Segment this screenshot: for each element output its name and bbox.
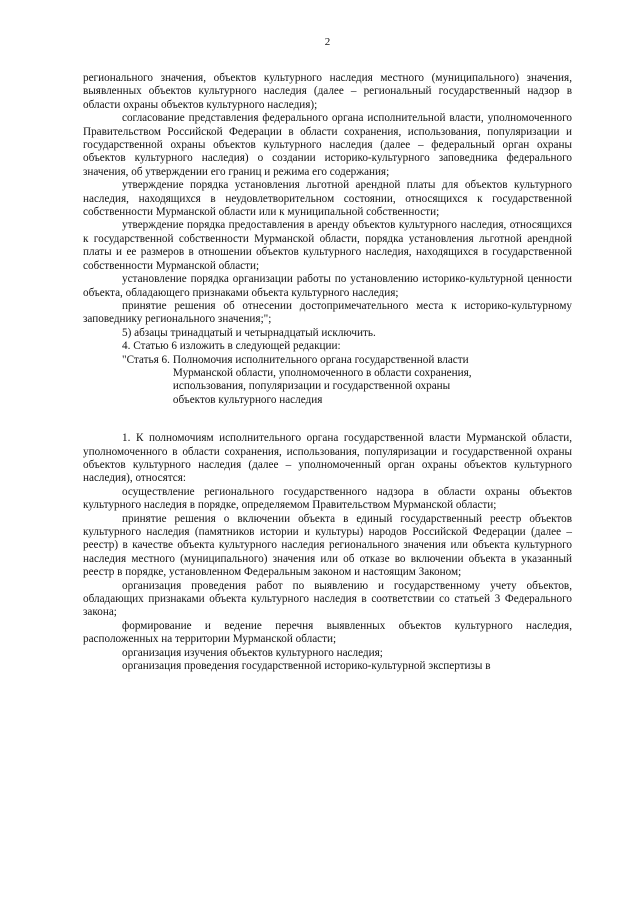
paragraph: установление порядка организации работы по установлению историко-культурной ценности объекта, обладающего признаками объекта культурного наследия; [83,273,572,299]
article-title [173,354,473,408]
paragraph: 4. Статью 6 изложить в следующей редакции: [122,340,341,353]
paragraph: утверждение порядка установления льготной арендной платы для объектов культурного наследия, находящихся в неудовлетворительном состоянии, относящихся к государственной собственности Мурманской области или к муниципальной собственности; [83,179,572,219]
paragraph: организация проведения государственной историко-культурной экспертизы в [122,660,491,673]
article-heading [83,354,572,408]
article-title-line: Полномочия исполнительного органа государственной власти [172,353,469,366]
page-number: 2 [324,36,331,48]
paragraph: организация изучения объектов культурного наследия; [122,646,383,659]
article-label: "Статья 6. [122,353,170,366]
paragraph: принятие решения об отнесении достопримечательного места к историко-культурному заповеднику регионального значения;"; [83,299,572,326]
paragraph: организация проведения работ по выявлению и государственному учету объектов, обладающих признаками объекта культурного наследия в соответствии со статьей 3 Федерального закона; [83,579,572,619]
paragraph: 1. К полномочиям исполнительного органа государственной власти Мурманской области, уполномоченного в области сохранения, использования, популяризации и государственной охраны объектов культурного наследия (далее – уполномоченный орган охраны объектов культурного наследия), относятся: [83,432,572,485]
paragraph: принятие решения о включении объекта в единый государственный реестр объектов культурного наследия (памятников истории и культуры) народов Российской Федерации (далее – реестр) в качестве объекта культурного наследия регионального значения или объекта культурного наследия местного (муниципального) значения или об отказе во включении объекта в указанный реестр в порядке, установленном Федеральным законом и настоящим Законом; [83,512,572,579]
paragraph: утверждение порядка предоставления в аренду объектов культурного наследия, относящихся к государственной собственности Мурманской области, порядка установления льготной арендной платы и ее размеров в отношении объектов культурного наследия, находящихся в государственной собственности Мурманской области; [83,219,572,272]
article-title-line: объектов культурного наследия [172,393,323,406]
article-title-line: Мурманской области, уполномоченного в области сохранения, [172,366,472,379]
paragraph: формирование и ведение перечня выявленных объектов культурного наследия, расположенных на территории Мурманской области; [83,619,572,646]
paragraph: 5) абзацы тринадцатый и четырнадцатый исключить. [122,326,376,339]
article-title-line: использования, популяризации и государственной охраны [172,380,451,393]
paragraph: осуществление регионального государственного надзора в области охраны объектов культурного наследия в порядке, определяемом Правительством Мурманской области; [83,485,572,512]
paragraph: согласование представления федерального органа исполнительной власти, уполномоченного Правительством Российской Федерации в области сохранения, использования, популяризации и государственной охраны объектов культурного наследия (далее – федеральный орган охраны объектов культурного наследия) о создании историко-культурного заповедника федерального значения, об утверждении его границ и режима его содержания; [83,112,572,178]
paragraph-continuation: регионального значения, объектов культурного наследия местного (муниципального) значения, выявленных объектов культурного наследия (далее – региональный государственный надзор в области охраны объектов культурного наследия); [83,72,572,111]
document-body [83,72,572,673]
spacer [83,407,572,432]
